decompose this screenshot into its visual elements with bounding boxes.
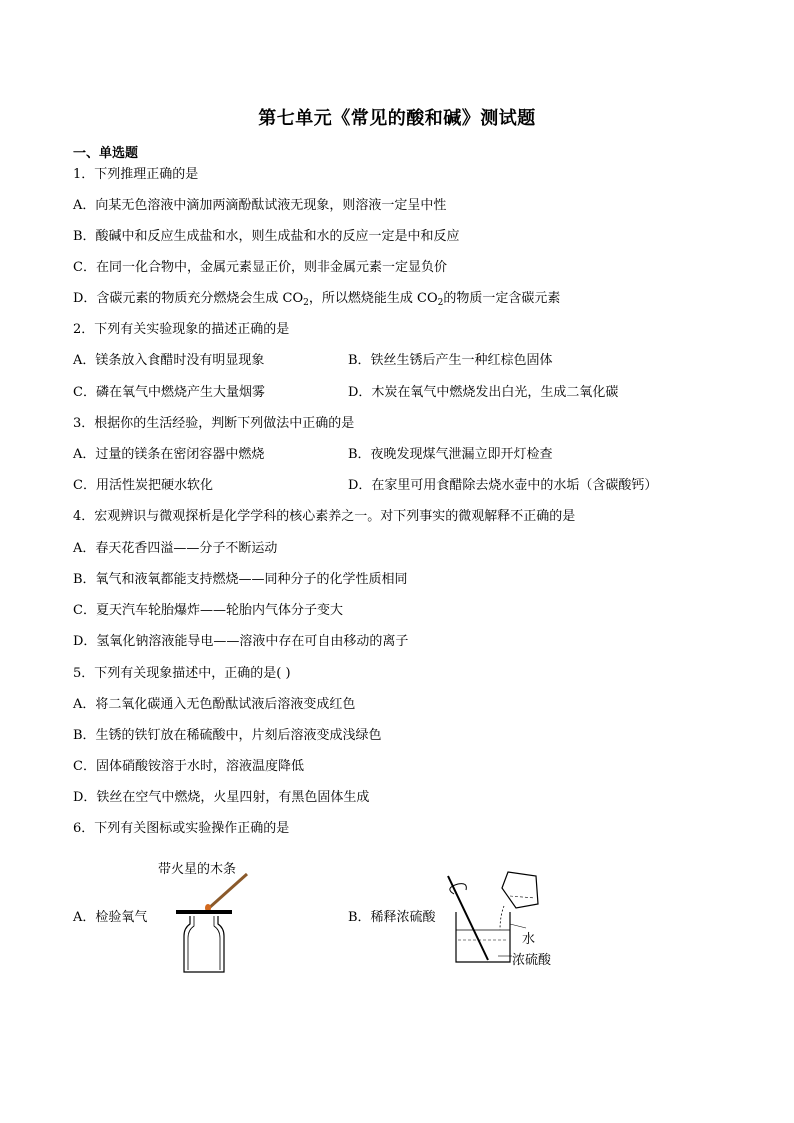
q1-d-post: 的物质一定含碳元素 <box>443 291 561 306</box>
q1-option-a: A．向某无色溶液中滴加两滴酚酞试液无现象，则溶液一定呈中性 <box>73 198 447 213</box>
q1-d-pre: D．含碳元素的物质充分燃烧会生成 CO <box>73 291 304 306</box>
q2-option-c: C．磷在氧气中燃烧产生大量烟雾 <box>73 385 265 400</box>
q3-stem: 3．根据你的生活经验，判断下列做法中正确的是 <box>73 416 355 431</box>
glass-plate-icon <box>176 910 232 914</box>
q6-stem: 6．下列有关图标或实验操作正确的是 <box>73 821 290 836</box>
q4-stem: 4．宏观辨识与微观探析是化学学科的核心素养之一。对下列事实的微观解释不正确的是 <box>73 509 576 524</box>
pouring-cup-icon <box>502 872 538 908</box>
gas-jar-icon <box>184 916 224 972</box>
q1-stem: 1．下列推理正确的是 <box>73 167 199 182</box>
page-title: 第七单元《常见的酸和碱》测试题 <box>258 108 536 129</box>
q1-d-sub2: 2 <box>437 298 444 308</box>
q2-option-d: D．木炭在氧气中燃烧发出白光，生成二氧化碳 <box>348 385 619 400</box>
q3-option-d: D．在家里可用食醋除去烧水壶中的水垢（含碳酸钙） <box>348 478 658 493</box>
beaker-icon <box>456 912 510 962</box>
q2-option-b: B．铁丝生锈后产生一种红棕色固体 <box>348 353 553 368</box>
q4-option-b: B．氧气和液氧都能支持燃烧——同种分子的化学性质相同 <box>73 572 408 587</box>
water-stream-icon <box>500 906 504 930</box>
q3-option-a: A．过量的镁条在密闭容器中燃烧 <box>73 447 265 462</box>
q5-option-d: D．铁丝在空气中燃烧，火星四射，有黑色固体生成 <box>73 790 370 805</box>
q6-b-acid-label: 浓硫酸 <box>512 953 552 968</box>
q5-option-b: B．生锈的铁钉放在稀硫酸中，片刻后溶液变成浅绿色 <box>73 728 382 743</box>
q3-option-c: C．用活性炭把硬水软化 <box>73 478 213 493</box>
q1-d-mid: ，所以燃烧能生成 CO <box>308 291 438 306</box>
q4-option-c: C．夏天汽车轮胎爆炸——轮胎内气体分子变大 <box>73 603 343 618</box>
splint-icon <box>209 874 247 908</box>
q6-option-b: B．稀释浓硫酸 <box>348 910 436 925</box>
q5-stem: 5．下列有关现象描述中，正确的是( ) <box>73 666 291 681</box>
q2-option-a: A．镁条放入食醋时没有明显现象 <box>73 353 265 368</box>
q5-option-a: A．将二氧化碳通入无色酚酞试液后溶液变成红色 <box>73 697 356 712</box>
q1-option-b: B．酸碱中和反应生成盐和水，则生成盐和水的反应一定是中和反应 <box>73 229 460 244</box>
section-heading: 一、单选题 <box>73 146 139 161</box>
q6-option-a: A．检验氧气 <box>73 910 148 925</box>
q5-option-c: C．固体硝酸铵溶于水时，溶液温度降低 <box>73 759 304 774</box>
q1-d-sub1: 2 <box>303 298 309 308</box>
q2-stem: 2．下列有关实验现象的描述正确的是 <box>73 322 290 337</box>
q6-a-figure-label: 带火星的木条 <box>158 862 237 877</box>
gas-jar-splint-figure <box>170 870 260 978</box>
q1-option-c: C．在同一化合物中，金属元素显正价，则非金属元素一定显负价 <box>73 260 447 275</box>
q4-option-d: D．氢氧化钠溶液能导电——溶液中存在可自由移动的离子 <box>73 634 409 649</box>
stirring-rod-icon <box>448 876 488 960</box>
q4-option-a: A．春天花香四溢——分子不断运动 <box>73 541 278 556</box>
q3-option-b: B．夜晚发现煤气泄漏立即开灯检查 <box>348 447 553 462</box>
q6-b-water-label: 水 <box>522 932 536 947</box>
q1-option-d <box>73 291 560 307</box>
